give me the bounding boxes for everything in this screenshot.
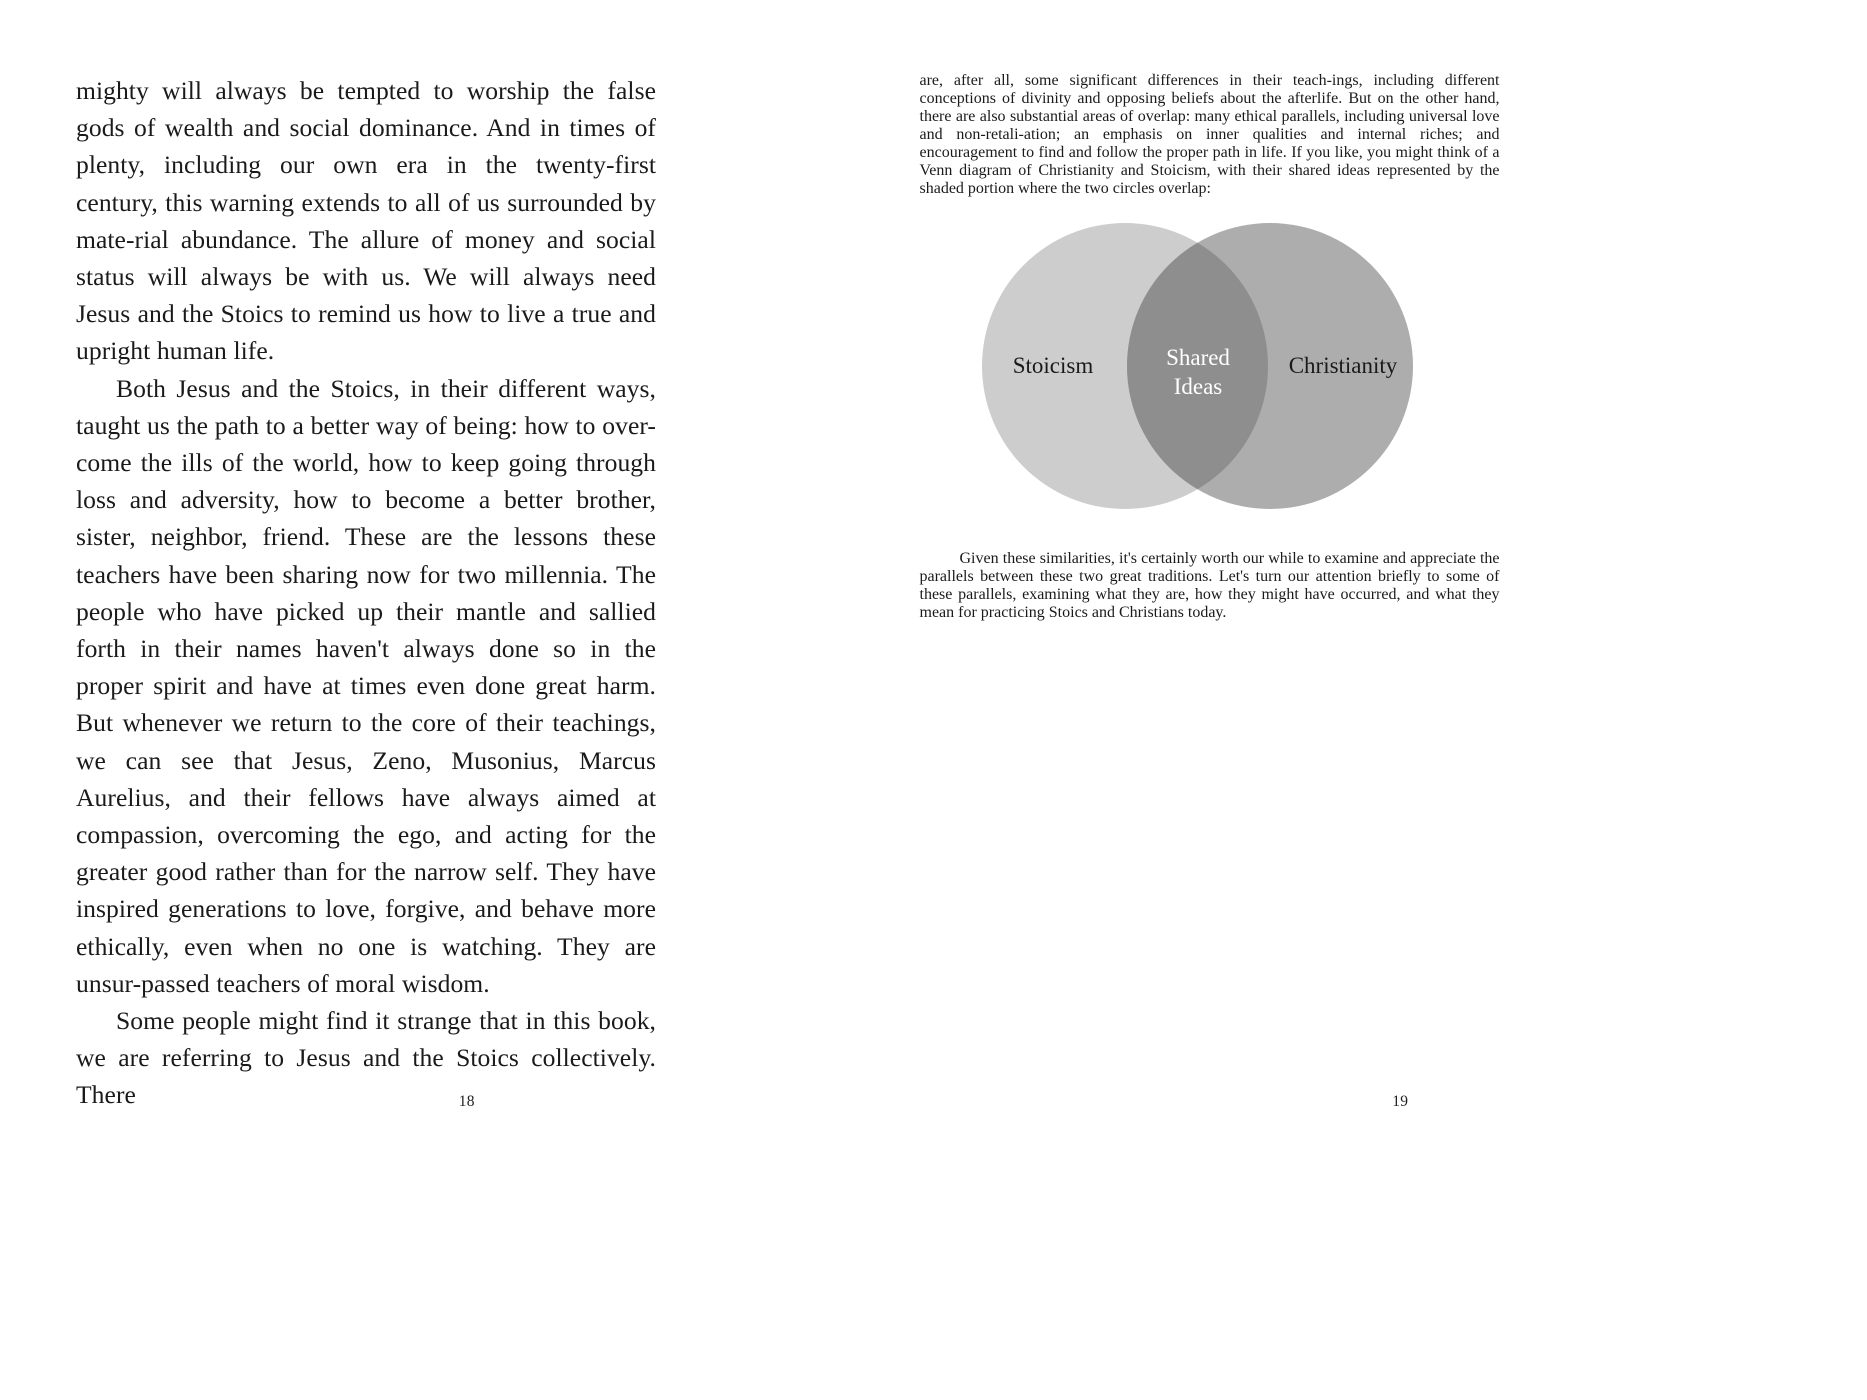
right-page-text-column	[920, 72, 1500, 622]
right-page	[919, 0, 1867, 1400]
paragraph: mighty will always be tempted to worship the false gods of wealth and social dominance. And in times of plenty, including our own era in the twenty-first century, this warning extends to all of us surrounded by mate-rial abundance. The allure of money and social status will always be with us. We will always need Jesus and the Stoics to remind us how to live a true and upright human life.	[76, 76, 656, 366]
venn-diagram-figure	[920, 216, 1500, 538]
page-number-value: 19	[1392, 1093, 1409, 1110]
paragraph: Some people might find it strange that in this book, we are referring to Jesus and the Stoics collectively. There	[76, 1006, 656, 1110]
venn-diagram-svg	[965, 216, 1455, 516]
paragraph: are, after all, some significant differences in their teach-ings, including different conceptions of divinity and opposing beliefs about the afterlife. But on the other hand, there are also substantial areas of overlap: many ethical parallels, including universal love and non-retali-ation; an emphasis on inner qualities and internal riches; and encouragement to find and follow the proper path in life. If you like, you might think of a Venn diagram of Christianity and Stoicism, with their shared ideas represented by the shaded portion where the two circles overlap:	[919, 72, 1500, 197]
paragraph: Both Jesus and the Stoics, in their different ways, taught us the path to a better way of being: how to over-come the ills of the world, how to keep going through loss and adversity, how to become a better brother, sister, neighbor, friend. These are the lessons these teachers have been sharing now for two millennia. The people who have picked up their mantle and sallied forth in their names haven't always done so in the proper spirit and have at times even done great harm. But whenever we return to the core of their teachings, we can see that Jesus, Zeno, Musonius, Marcus Aurelius, and their fellows have always aimed at compassion, overcoming the ego, and acting for the greater good rather than for the narrow self. They have inspired generations to love, forgive, and behave more ethically, even when no one is watching. They are unsur-passed teachers of moral wisdom.	[76, 373, 656, 998]
venn-label-shared-ideas-line2: Ideas	[1173, 374, 1222, 399]
page-number-value: 18	[458, 1093, 475, 1110]
venn-label-stoicism: Stoicism	[1012, 353, 1093, 378]
left-page-text-column	[76, 72, 656, 1114]
venn-label-christianity: Christianity	[1288, 353, 1397, 378]
page-number-left	[0, 1093, 934, 1111]
venn-label-shared-ideas-line1: Shared	[1165, 345, 1230, 370]
page-number-right	[934, 1093, 1867, 1111]
paragraph: Given these similarities, it's certainly worth our while to examine and appreciate the parallels between these two great traditions. Let's turn our attention briefly to some of these parallels, examining what they are, how they might have occurred, and what they mean for practicing Stoics and Christians today.	[919, 550, 1500, 621]
